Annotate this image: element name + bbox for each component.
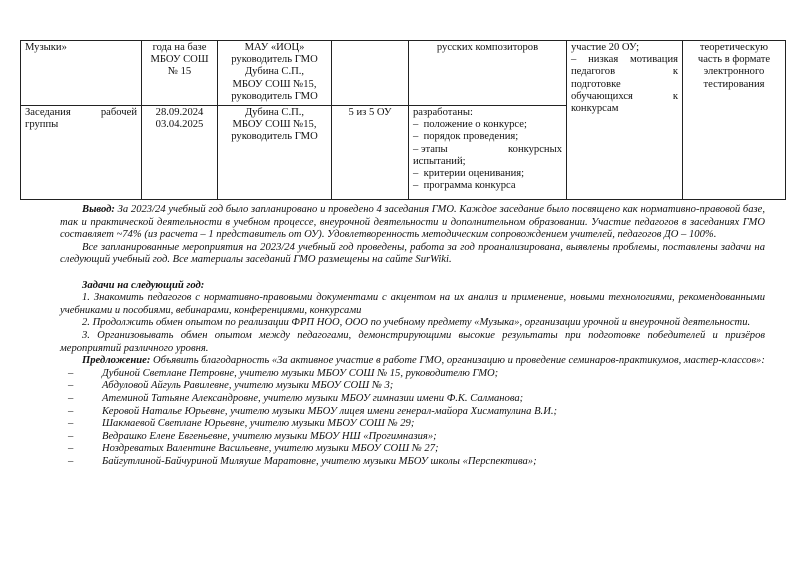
list-item: – Атеминой Татьяне Александровне, учителю музыки МБОУ гимназии имени Ф.К. Салманова;	[70, 393, 765, 406]
list-item: – Ведрашко Елене Евгеньевне, учителю музыки МБОУ НШ «Прогимназия»;	[70, 431, 765, 444]
cell-dates: года на базе МБОУ СОШ № 15	[142, 41, 218, 106]
cell-solutions: теоретическую часть в формате электронного тестирования	[683, 41, 786, 200]
tasks-heading: Задачи на следующий год:	[82, 279, 205, 291]
list-item: – Байгутлиной-Байчуриной Миляуше Маратовне, учителю музыки МБОУ школы «Перспектива»;	[70, 456, 765, 469]
task-item: 3. Организовывать обмен опытом между педагогами, демонстрирующими высокие результаты при подготовке победителей и призёров мероприятий различного уровня.	[60, 329, 765, 354]
cell-problems: участие 20 ОУ; – низкая мотивация педагогов к подготовке обучающихся к конкурсам	[567, 41, 683, 200]
conclusion-paragraph-2: Все запланированные мероприятия на 2023/24 учебный год проведены, работа за год проанализирована, выявлены проблемы, поставлены задачи на следующий учебный год. Все материалы заседаний ГМО размещены на сайте SurWiki.	[60, 241, 765, 266]
cell-event: Музыки»	[21, 41, 142, 106]
cell-result: русских композиторов	[409, 41, 567, 106]
document-body	[60, 204, 765, 468]
task-item: 2. Продолжить обмен опытом по реализации ФРП НОО, ООО по учебному предмету «Музыка», организации урочной и внеурочной деятельности.	[82, 317, 751, 329]
cell-participation	[332, 41, 409, 106]
proposal-paragraph: Предложение: Объявить благодарность «За активное участие в работе ГМО, организацию и проведение семинаров-практикумов, мастер-классов»:	[82, 355, 765, 367]
list-item: – Шакмаевой Светлане Юрьевне, учителю музыки МБОУ СОШ № 29;	[70, 418, 765, 431]
list-item: – Дубиной Светлане Петровне, учителю музыки МБОУ СОШ № 15, руководителю ГМО;	[70, 368, 765, 381]
task-item: 1. Знакомить педагогов с нормативно-правовыми документами с акцентом на их анализ и применение, новыми технологиями, рекомендованными учебниками и пособиями, вебинарами, конференциями, конкурсами	[60, 292, 765, 316]
cell-event: Заседания рабочей группы	[21, 106, 142, 200]
list-item: – Керовой Наталье Юрьевне, учителю музыки МБОУ лицея имени генерал-майора Хисматулина В.И.;	[70, 406, 765, 419]
list-item: – Абдуловой Айгуль Равилевне, учителю музыки МБОУ СОШ № 3;	[70, 380, 765, 393]
cell-result: разработаны: – положение о конкурсе; – порядок проведения; – этапы конкурсных испытаний; – критерии оценивания; – программа конкурса	[409, 106, 567, 200]
events-table	[20, 40, 786, 200]
list-item: – Ноздреватых Валентине Васильевне, учителю музыки МБОУ СОШ № 27;	[70, 443, 765, 456]
table-row	[21, 41, 786, 106]
problem-text-1: – низкая мотивация	[571, 54, 678, 66]
cell-participation: 5 из 5 ОУ	[332, 106, 409, 200]
cell-responsible: МАУ «ИОЦ» руководитель ГМО Дубина С.П., МБОУ СОШ №15, руководитель ГМО	[218, 41, 332, 106]
cell-dates: 28.09.2024 03.04.2025	[142, 106, 218, 200]
recipients-list	[70, 368, 765, 469]
cell-responsible: Дубина С.П., МБОУ СОШ №15, руководитель ГМО	[218, 106, 332, 200]
conclusion-paragraph: Вывод: За 2023/24 учебный год было запланировано и проведено 4 заседания ГМО. Каждое заседание было посвящено как нормативно-правовой базе, так и практической деятельности в учебном процессе, внеурочной деятельности и дополнительном образовании. Участие педагогов в заседаниях ГМО составляет ~74% (из расчета – 1 представитель от ОУ). Удовлетворенность методическим сопровождением учителей, педагогов ДО – 100%.	[60, 204, 765, 241]
